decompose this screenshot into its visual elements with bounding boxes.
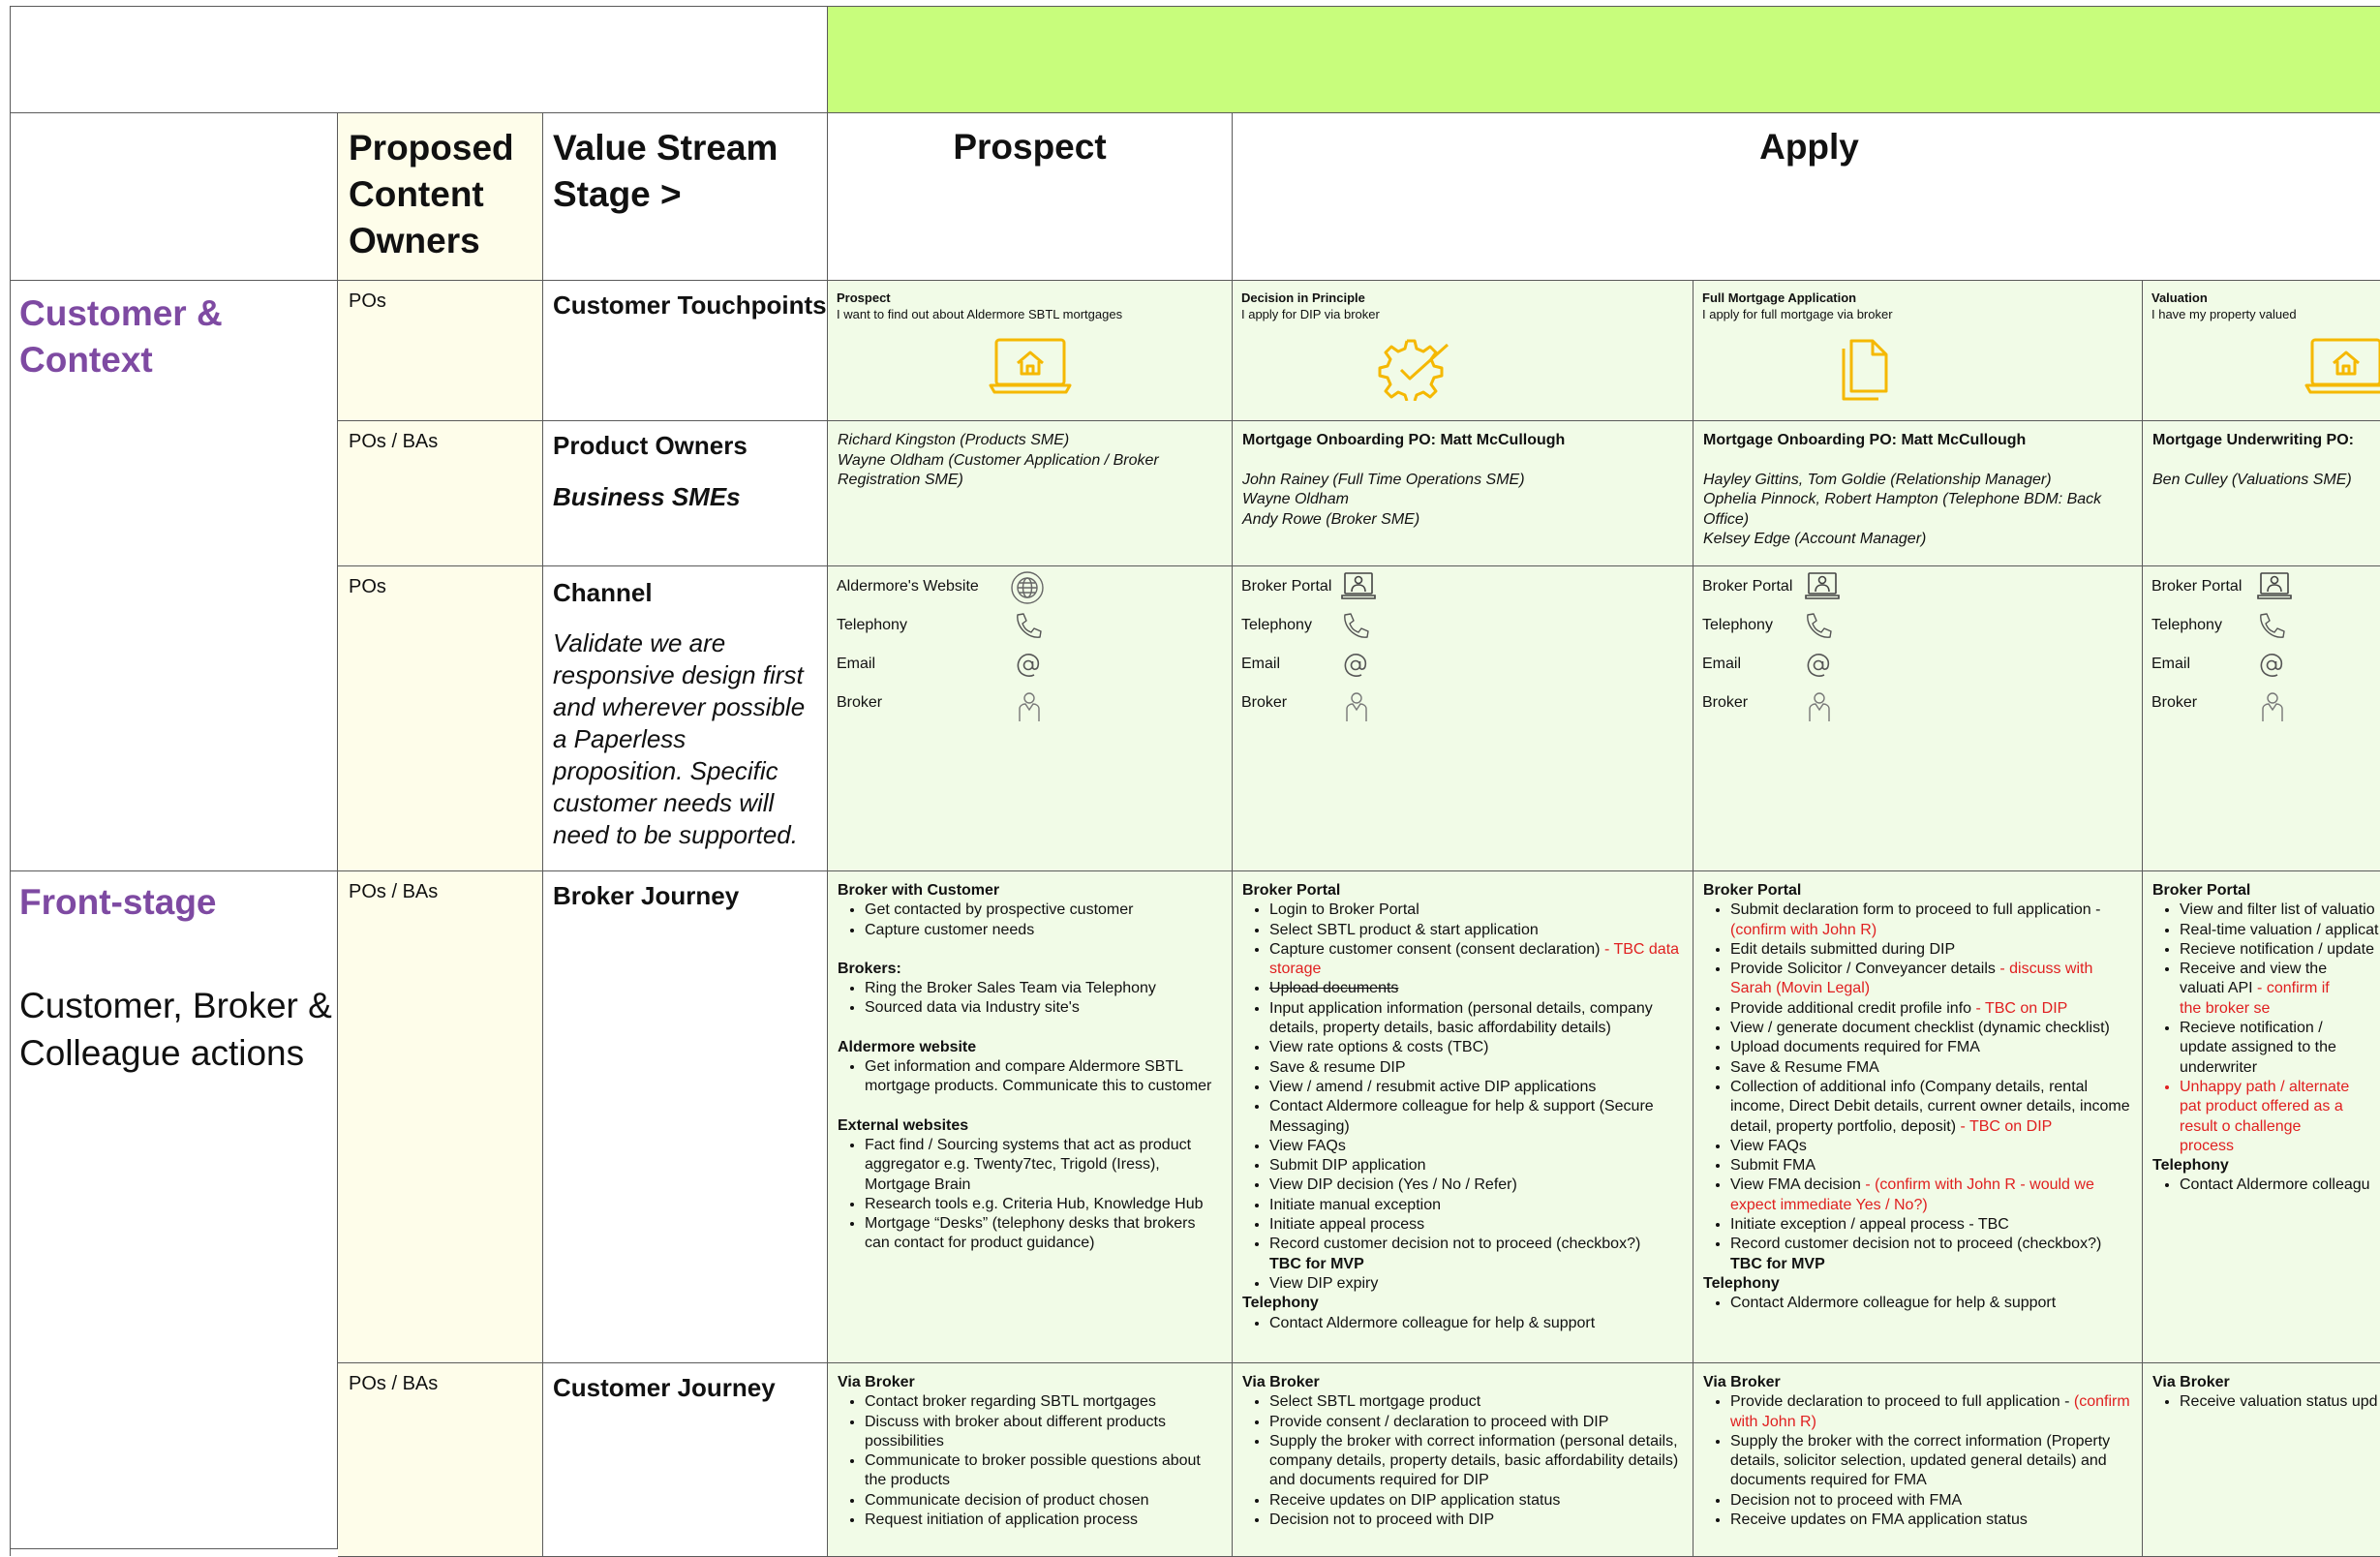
touchpoint-subtitle: I apply for DIP via broker: [1241, 307, 1380, 321]
header-blank-cell: [10, 113, 338, 281]
journey-item: • Provide additional credit profile info - TBC on DIP: [1730, 999, 2134, 1019]
sme-item: • Wayne Oldham (Customer Application / Broker Registration SME): [838, 451, 1224, 491]
journey-item: • Unhappy path / alternate pat product offered as a result o challenge process: [2180, 1078, 2354, 1156]
journey-item: • Provide consent / declaration to proceed with DIP: [1269, 1413, 1685, 1432]
product-owners-label: Product Owners: [553, 431, 748, 460]
journey-item: • Select SBTL mortgage product: [1269, 1392, 1685, 1412]
journey-item: • Provide declaration to proceed to full application - (confirm with John R): [1730, 1392, 2134, 1432]
journey-heading: Via Broker: [1242, 1374, 1320, 1390]
laptop-home-icon: [828, 337, 1232, 400]
journey-item: • Upload documents required for FMA: [1730, 1038, 2134, 1057]
journey-item: • View FAQs: [1269, 1137, 1685, 1156]
phone-icon: [1014, 612, 1043, 646]
gear-check-icon: [1233, 337, 1693, 406]
broker-journey-owner-cell: [338, 871, 543, 1363]
stage-prospect-title: Prospect: [953, 127, 1107, 167]
journey-item: • Contact broker regarding SBTL mortgages: [865, 1392, 1224, 1412]
section-front-stage: [10, 871, 338, 1549]
journey-item: • Get contacted by prospective customer: [865, 901, 1224, 920]
channel-broker: Broker: [837, 694, 883, 711]
broker-journey-label-cell: [543, 871, 828, 1363]
journey-heading: Broker with Customer: [838, 882, 1000, 899]
globe-icon: [1011, 571, 1044, 609]
documents-icon: [1693, 337, 2142, 406]
journey-heading: Via Broker: [1703, 1374, 1781, 1390]
touchpoints-label: Customer Touchpoints: [553, 290, 827, 320]
touchpoints-label-cell: [543, 281, 828, 421]
value-stream-stage-title: Value Stream Stage >: [553, 128, 778, 214]
laptop-user-icon: [1805, 571, 1840, 605]
touchpoint-title: Prospect: [837, 290, 891, 305]
journey-item: • View / amend / resubmit active DIP applications: [1269, 1078, 1685, 1097]
laptop-home-icon: [2143, 337, 2380, 400]
sme-item: • Hayley Gittins, Tom Goldie (Relationship Manager): [1703, 471, 2134, 491]
customer-journey-label-cell: [543, 1363, 828, 1557]
customer-journey-dip: [1233, 1363, 1693, 1557]
journey-item: • Save & resume DIP: [1269, 1058, 1685, 1078]
at-sign-icon: [1806, 653, 1831, 683]
proposed-content-owners-title: Proposed Content Owners: [349, 128, 514, 260]
section-customer-context-title: Customer & Context: [19, 293, 223, 380]
journey-item: • Select SBTL product & start application: [1269, 921, 1685, 940]
journey-item: • View FMA decision - (confirm with John R - would we expect immediate Yes / No?): [1730, 1175, 2134, 1215]
journey-item: • Communicate to broker possible questions about the products: [865, 1451, 1224, 1491]
journey-heading: Via Broker: [2152, 1374, 2230, 1390]
sme-item: • Ophelia Pinnock, Robert Hampton (Telephone BDM: Back Office): [1703, 490, 2134, 530]
product-owners-owner-cell: [338, 421, 543, 566]
phone-icon: [1341, 612, 1370, 646]
journey-item: • Research tools e.g. Criteria Hub, Knowledge Hub: [865, 1195, 1224, 1214]
channel-broker: Broker: [1702, 694, 1749, 711]
person-icon: [1345, 691, 1368, 727]
journey-item: • Contact Aldermore colleague for help & support: [1730, 1294, 2134, 1313]
product-owners-prospect: [828, 421, 1233, 566]
journey-item: • Contact Aldermore colleague for help & support (Secure Messaging): [1269, 1097, 1685, 1137]
channel-email: Email: [1702, 656, 1742, 672]
journey-item: • Receive valuation status upd: [2180, 1392, 2380, 1412]
product-owners-fma: [1693, 421, 2143, 566]
journey-item: • Initiate exception / appeal process - TBC: [1730, 1215, 2134, 1235]
journey-heading: Broker Portal: [1242, 882, 1341, 899]
journey-item: • Ring the Broker Sales Team via Telephony: [865, 979, 1224, 998]
channel-label: Channel: [553, 578, 653, 607]
customer-journey-owner-cell: [338, 1363, 543, 1557]
journey-item: • View rate options & costs (TBC): [1269, 1038, 1685, 1057]
customer-journey-label: Customer Journey: [553, 1373, 776, 1402]
po-item: • Mortgage Onboarding PO: Matt McCullough: [1703, 431, 2134, 451]
journey-item: • View and filter list of valuatio: [2180, 901, 2380, 920]
product-owners-label-cell: [543, 421, 828, 566]
journey-item: • Receive updates on FMA application status: [1730, 1511, 2134, 1530]
person-icon: [1808, 691, 1831, 727]
touchpoint-prospect: [828, 281, 1233, 421]
journey-item: • Submit DIP application: [1269, 1156, 1685, 1175]
journey-item: • Supply the broker with correct information (personal details, company details, property details, basic affordability details) and documents required for DIP: [1269, 1432, 1685, 1491]
journey-item: • View DIP decision (Yes / No / Refer): [1269, 1175, 1685, 1195]
touchpoint-title: Valuation: [2151, 290, 2208, 305]
journey-item: • Record customer decision not to proceed (checkbox?): [1269, 1235, 1685, 1254]
laptop-user-icon: [1341, 571, 1376, 605]
channel-email: Email: [837, 656, 876, 672]
section-customer-context: [10, 281, 338, 871]
journey-item: • Initiate manual exception: [1269, 1196, 1685, 1215]
channel-website: Aldermore's Website: [837, 578, 979, 595]
proposed-content-owners-header: [338, 113, 543, 281]
journey-item: • Initiate appeal process: [1269, 1215, 1685, 1235]
channel-broker-portal: Broker Portal: [1702, 578, 1793, 595]
stage-apply-header: [1233, 113, 2380, 281]
touchpoints-owner: POs: [349, 290, 386, 312]
touchpoint-fma: [1693, 281, 2143, 421]
customer-journey-owner: POs / BAs: [349, 1373, 439, 1394]
product-owners-dip: [1233, 421, 1693, 566]
journey-item: • Sourced data via Industry site's: [865, 998, 1224, 1018]
channel-telephony: Telephony: [1241, 617, 1312, 633]
at-sign-icon: [1016, 653, 1041, 683]
po-item: • Mortgage Onboarding PO: Matt McCullough: [1242, 431, 1685, 451]
channels-fma: [1693, 566, 2143, 871]
customer-journey-valuation: [2143, 1363, 2380, 1557]
journey-item: • Input application information (personal details, company details, property details, basic affordability details): [1269, 999, 1685, 1039]
laptop-user-icon: [2257, 571, 2292, 605]
at-sign-icon: [2259, 653, 2284, 683]
broker-journey-owner: POs / BAs: [349, 881, 439, 902]
journey-item: • Contact Aldermore colleague for help & support: [1269, 1314, 1685, 1333]
section-front-stage-subtitle: Customer, Broker & Colleague actions: [19, 986, 332, 1073]
touchpoint-title: Decision in Principle: [1241, 290, 1365, 305]
journey-item: • Recieve notification / update: [2180, 940, 2380, 960]
journey-item: • Discuss with broker about different products possibilities: [865, 1413, 1224, 1452]
top-left-blank-cell: [10, 6, 828, 113]
journey-heading: Brokers:: [838, 960, 901, 977]
journey-item: • Collection of additional info (Company details, rental income, Direct Debit details, current owner details, income detail, property portfolio, deposit) - TBC on DIP: [1730, 1078, 2134, 1137]
stage-apply-title: Apply: [1759, 127, 1859, 167]
phone-icon: [1804, 612, 1833, 646]
journey-heading: Aldermore website: [838, 1038, 977, 1055]
journey-item: • Capture customer consent (consent declaration) - TBC data storage: [1269, 940, 1685, 980]
touchpoint-valuation: [2143, 281, 2380, 421]
broker-journey-label: Broker Journey: [553, 881, 740, 910]
channel-telephony: Telephony: [837, 617, 907, 633]
journey-heading: TBC for MVP: [1730, 1255, 1825, 1272]
journey-item: • Supply the broker with the correct information (Property details, solicitor selection, updated general details) and documents required for FMA: [1730, 1432, 2134, 1491]
touchpoint-subtitle: I apply for full mortgage via broker: [1702, 307, 1893, 321]
broker-journey-valuation: [2143, 871, 2380, 1363]
touchpoint-subtitle: I want to find out about Aldermore SBTL mortgages: [837, 307, 1123, 321]
channels-prospect: [828, 566, 1233, 871]
journey-item: • Capture customer needs: [865, 921, 1224, 940]
channel-label-cell: [543, 566, 828, 871]
journey-item: • Receive updates on DIP application status: [1269, 1491, 1685, 1511]
phone-icon: [2257, 612, 2286, 646]
journey-item: • Communicate decision of product chosen: [865, 1491, 1224, 1511]
person-icon: [2261, 691, 2284, 727]
journey-item: • Request initiation of application process: [865, 1511, 1224, 1530]
channel-owner: POs: [349, 576, 386, 597]
customer-journey-prospect: [828, 1363, 1233, 1557]
channel-broker: Broker: [2151, 694, 2198, 711]
journey-item: • View / generate document checklist (dynamic checklist): [1730, 1019, 2134, 1038]
journey-item: • Decision not to proceed with DIP: [1269, 1511, 1685, 1530]
journey-item: • Get information and compare Aldermore SBTL mortgage products. Communicate this to customer: [865, 1057, 1224, 1097]
journey-item: • Record customer decision not to proceed (checkbox?): [1730, 1235, 2134, 1254]
journey-heading: External websites: [838, 1116, 969, 1134]
product-owners-valuation: [2143, 421, 2380, 566]
sme-item: • John Rainey (Full Time Operations SME): [1242, 471, 1685, 491]
phase-banner: [828, 6, 2380, 113]
channels-valuation: [2143, 566, 2380, 871]
stage-prospect-header: [828, 113, 1233, 281]
value-stream-stage-header: [543, 113, 828, 281]
product-owners-owner: POs / BAs: [349, 431, 439, 452]
touchpoint-title: Full Mortgage Application: [1702, 290, 1857, 305]
channel-broker-portal: Broker Portal: [2151, 578, 2243, 595]
sme-item: • Wayne Oldham: [1242, 490, 1685, 510]
journey-item: • Provide Solicitor / Conveyancer details - discuss with Sarah (Movin Legal): [1730, 960, 2134, 999]
sme-item: • Andy Rowe (Broker SME): [1242, 510, 1685, 531]
channel-telephony: Telephony: [1702, 617, 1773, 633]
touchpoint-dip: [1233, 281, 1693, 421]
channel-broker: Broker: [1241, 694, 1288, 711]
po-item: • Mortgage Underwriting PO:: [2152, 431, 2380, 451]
journey-item: • Submit FMA: [1730, 1156, 2134, 1175]
business-smes-label: Business SMEs: [553, 482, 741, 511]
journey-heading: Telephony: [1703, 1274, 1780, 1292]
broker-journey-fma: [1693, 871, 2143, 1363]
sme-item: • Ben Culley (Valuations SME): [2152, 471, 2380, 491]
broker-journey-prospect: [828, 871, 1233, 1363]
journey-item: • Recieve notification / update assigned to the underwriter: [2180, 1019, 2354, 1078]
journey-item: • Save & Resume FMA: [1730, 1058, 2134, 1078]
journey-item: • Login to Broker Portal: [1269, 901, 1685, 920]
journey-item: • View DIP expiry: [1269, 1274, 1685, 1294]
channel-email: Email: [2151, 656, 2191, 672]
journey-item: • Mortgage “Desks” (telephony desks that brokers can contact for product guidance): [865, 1214, 1224, 1254]
journey-item: • Fact find / Sourcing systems that act as product aggregator e.g. Twenty7tec, Trigold (Iress), Mortgage Brain: [865, 1136, 1224, 1195]
channels-dip: [1233, 566, 1693, 871]
journey-item: • Upload documents: [1269, 979, 1685, 998]
section-front-stage-title: Front-stage: [19, 882, 217, 922]
channel-broker-portal: Broker Portal: [1241, 578, 1332, 595]
journey-heading: Broker Portal: [2152, 882, 2251, 899]
channel-email: Email: [1241, 656, 1281, 672]
sme-item: • Richard Kingston (Products SME): [838, 431, 1224, 451]
journey-item: • Contact Aldermore colleagu: [2180, 1175, 2380, 1195]
journey-item: • View FAQs: [1730, 1137, 2134, 1156]
journey-heading: Broker Portal: [1703, 882, 1802, 899]
journey-heading: Via Broker: [838, 1374, 915, 1390]
at-sign-icon: [1343, 653, 1368, 683]
journey-heading: TBC for MVP: [1269, 1255, 1364, 1272]
customer-journey-fma: [1693, 1363, 2143, 1557]
journey-item: • Real-time valuation / applicat: [2180, 921, 2380, 940]
touchpoints-owner-cell: [338, 281, 543, 421]
journey-heading: Telephony: [2152, 1157, 2229, 1175]
journey-item: • Receive and view the valuati API - confirm if the broker se: [2180, 960, 2354, 1019]
journey-heading: Telephony: [1242, 1295, 1319, 1312]
sme-item: • Kelsey Edge (Account Manager): [1703, 530, 2134, 550]
journey-item: • Edit details submitted during DIP: [1730, 940, 2134, 960]
journey-item: • Decision not to proceed with FMA: [1730, 1491, 2134, 1511]
journey-item: • Submit declaration form to proceed to full application - (confirm with John R): [1730, 901, 2134, 940]
broker-journey-dip: [1233, 871, 1693, 1363]
channel-owner-cell: [338, 566, 543, 871]
person-icon: [1018, 691, 1041, 727]
channel-note: Validate we are responsive design first and wherever possible a Paperless proposition. Specific customer needs will need to be supported.: [553, 628, 806, 849]
channel-telephony: Telephony: [2151, 617, 2222, 633]
touchpoint-subtitle: I have my property valued: [2151, 307, 2297, 321]
